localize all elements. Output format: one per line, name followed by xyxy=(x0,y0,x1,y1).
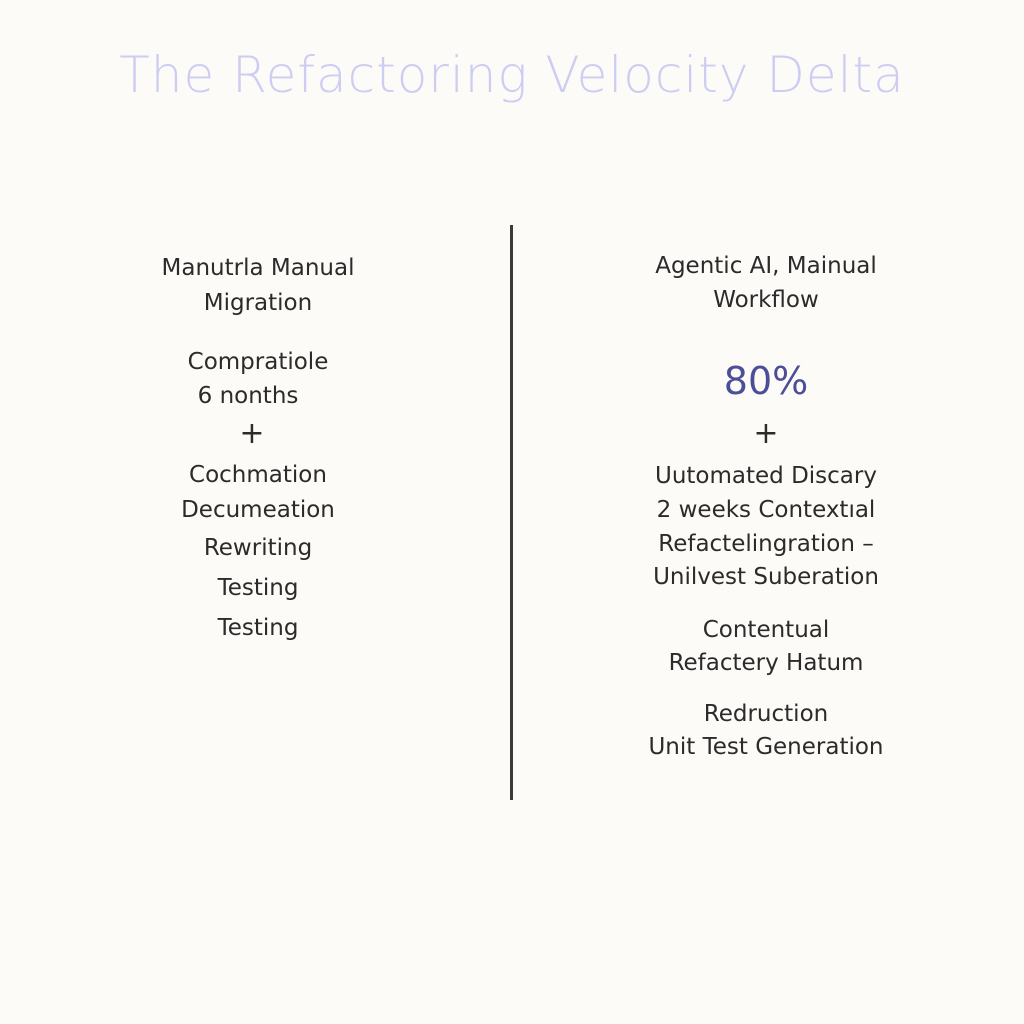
right-heading-line1: Agentic AI, Mainual xyxy=(655,253,877,279)
right-line: 2 weeks Contextıal xyxy=(656,497,876,523)
left-step: Testing xyxy=(217,615,299,641)
page-title: The Refactoring Velocity Delta xyxy=(119,46,905,104)
right-line: Uutomated Discary xyxy=(655,463,877,489)
left-heading-line1: Manutrla Manual xyxy=(161,255,355,281)
center-divider xyxy=(510,225,513,800)
left-step: Testing xyxy=(217,575,299,601)
left-plus-icon: + xyxy=(239,416,265,451)
left-step: Rewriting xyxy=(203,535,313,561)
left-heading-line2: Migration xyxy=(203,290,313,316)
right-plus-icon: + xyxy=(753,416,779,451)
right-line: Unit Test Generation xyxy=(648,734,884,760)
right-line: Unilvest Suberation xyxy=(653,564,879,590)
left-step: Cochmation xyxy=(189,462,327,488)
velocity-stat: 80% xyxy=(723,359,809,403)
left-step: Decumeation xyxy=(181,497,335,523)
right-line: Redruction xyxy=(703,701,829,727)
right-line: Contentual xyxy=(702,617,830,643)
right-line: Refactery Hatum xyxy=(668,650,864,676)
left-duration-line1: Compratiole xyxy=(187,349,329,375)
right-heading-line2: Workflow xyxy=(713,287,819,313)
right-line: Refactelingration – xyxy=(658,531,874,557)
left-duration-line2: 6 nonths xyxy=(197,383,299,409)
